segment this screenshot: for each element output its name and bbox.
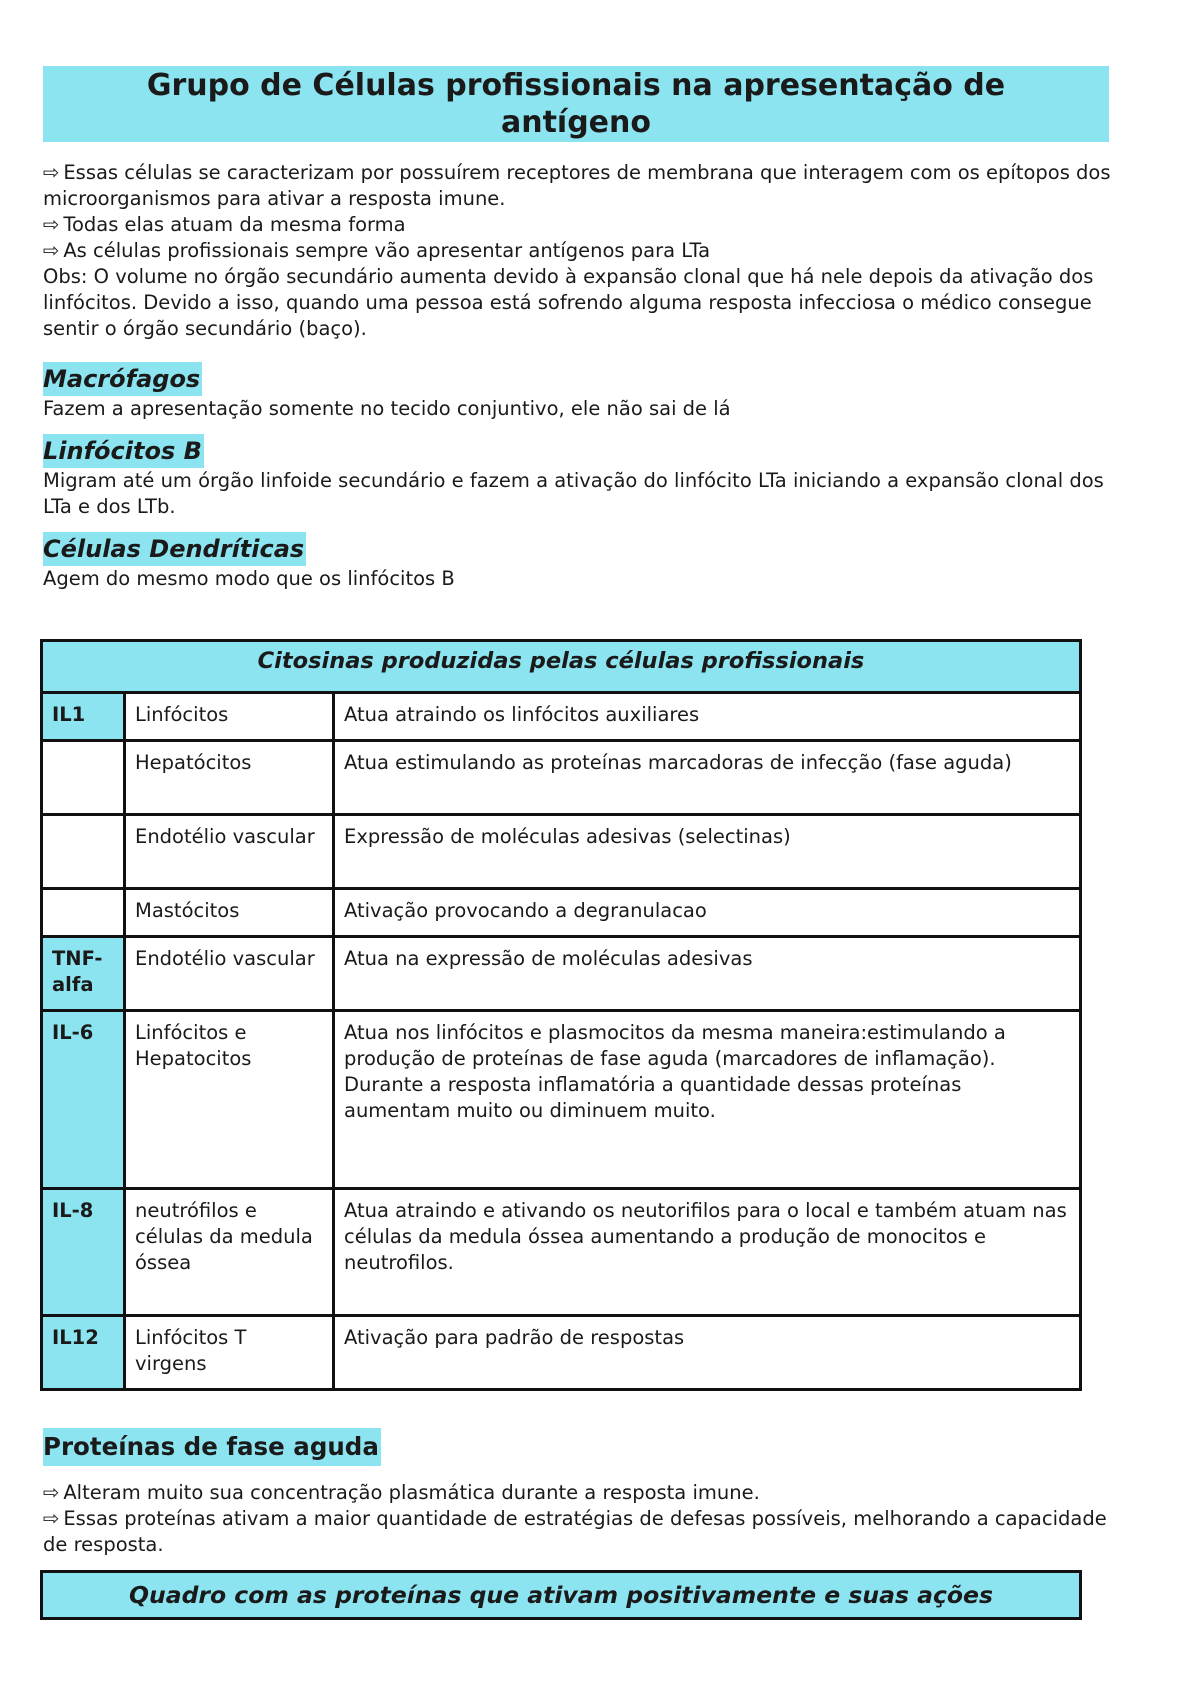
- cytokine-action: Atua atraindo e ativando os neutorifilos para o local e também atuam nas células da medula óssea aumentando a produção de monocitos e neutrofilos.: [334, 1189, 1081, 1316]
- cytokine-action: Ativação provocando a degranulacao: [334, 889, 1081, 937]
- proteinas-bullet-2: ⇨ Essas proteínas ativam a maior quantidade de estratégias de defesas possíveis, melhorando a capacidade de resposta.: [43, 1507, 1107, 1556]
- section-heading-proteinas: Proteínas de fase aguda: [43, 1428, 381, 1466]
- section-heading-macrofagos: Macrófagos: [43, 362, 202, 396]
- intro-bullet-2: ⇨ Todas elas atuam da mesma forma: [43, 213, 406, 236]
- arrow-icon: ⇨: [43, 213, 60, 236]
- proteinas-text: [43, 1480, 1123, 1558]
- document-title: [43, 66, 1109, 142]
- table-header: Citosinas produzidas pelas células profissionais: [42, 641, 1081, 693]
- cytokine-code: [42, 741, 125, 815]
- cytokine-action: Ativação para padrão de respostas: [334, 1316, 1081, 1390]
- arrow-icon: ⇨: [43, 1507, 60, 1530]
- section-text-linfocitos-b: Migram até um órgão linfoide secundário e fazem a ativação do linfócito LTa iniciando a expansão clonal dos LTa e dos LTb.: [43, 469, 1104, 518]
- section-macrofagos: [43, 362, 1113, 422]
- target-cell: Linfócitos e Hepatocitos: [125, 1011, 334, 1189]
- title-line-1: Grupo de Células profissionais na apresentação de: [146, 68, 1006, 103]
- cytokine-code: [42, 815, 125, 889]
- cytokine-code: [42, 889, 125, 937]
- intro-obs: Obs: O volume no órgão secundário aumenta devido à expansão clonal que há nele depois da ativação dos linfócitos. Devido a isso, quando uma pessoa está sofrendo alguma resposta infecciosa o médico consegue sentir o órgão secundário (baço).: [43, 265, 1094, 340]
- table-row: [42, 815, 1081, 889]
- table-row: [42, 741, 1081, 815]
- intro-bullet-3: ⇨ As células profissionais sempre vão apresentar antígenos para LTa: [43, 239, 711, 262]
- intro-block: [43, 160, 1113, 342]
- target-cell: Mastócitos: [125, 889, 334, 937]
- cytokine-code: IL12: [42, 1316, 125, 1390]
- table-row: [42, 1316, 1081, 1390]
- cytokine-table: [40, 639, 1082, 1391]
- intro-bullet-1: ⇨ Essas células se caracterizam por possuírem receptores de membrana que interagem com os epítopos dos microorganismos para ativar a resposta imune.: [43, 161, 1111, 210]
- cytokine-code: TNF-alfa: [42, 937, 125, 1011]
- target-cell: neutrófilos e células da medula óssea: [125, 1189, 334, 1316]
- section-heading-linfocitos-b: Linfócitos B: [43, 434, 204, 468]
- document-page: [43, 66, 1113, 592]
- target-cell: Endotélio vascular: [125, 937, 334, 1011]
- section-linfocitos-b: [43, 434, 1113, 520]
- arrow-icon: ⇨: [43, 239, 60, 262]
- quadro-heading: Quadro com as proteínas que ativam positivamente e suas ações: [40, 1570, 1082, 1620]
- target-cell: Linfócitos T virgens: [125, 1316, 334, 1390]
- cytokine-code: IL-6: [42, 1011, 125, 1189]
- target-cell: Hepatócitos: [125, 741, 334, 815]
- title-line-2: antígeno: [500, 105, 651, 140]
- cytokine-action: Atua na expressão de moléculas adesivas: [334, 937, 1081, 1011]
- arrow-icon: ⇨: [43, 161, 60, 184]
- section-text-macrofagos: Fazem a apresentação somente no tecido conjuntivo, ele não sai de lá: [43, 397, 731, 420]
- section-dendriticas: [43, 532, 1113, 592]
- cytokine-code: IL1: [42, 693, 125, 741]
- proteinas-bullet-1: ⇨ Alteram muito sua concentração plasmática durante a resposta imune.: [43, 1481, 760, 1504]
- target-cell: Endotélio vascular: [125, 815, 334, 889]
- arrow-icon: ⇨: [43, 1481, 60, 1504]
- cytokine-action: Atua atraindo os linfócitos auxiliares: [334, 693, 1081, 741]
- table-row: [42, 1011, 1081, 1189]
- table-row: [42, 937, 1081, 1011]
- section-text-dendriticas: Agem do mesmo modo que os linfócitos B: [43, 567, 455, 590]
- table-row: [42, 693, 1081, 741]
- cytokine-action: Expressão de moléculas adesivas (selectinas): [334, 815, 1081, 889]
- target-cell: Linfócitos: [125, 693, 334, 741]
- table-row: [42, 1189, 1081, 1316]
- section-heading-dendriticas: Células Dendríticas: [43, 532, 306, 566]
- cytokine-action: Atua estimulando as proteínas marcadoras de infecção (fase aguda): [334, 741, 1081, 815]
- cytokine-action: Atua nos linfócitos e plasmocitos da mesma maneira:estimulando a produção de proteínas de fase aguda (marcadores de inflamação). Durante a resposta inflamatória a quantidade dessas proteínas aumentam muito ou diminuem muito.: [334, 1011, 1081, 1189]
- section-proteinas: [43, 1428, 1123, 1558]
- table-row: [42, 889, 1081, 937]
- cytokine-code: IL-8: [42, 1189, 125, 1316]
